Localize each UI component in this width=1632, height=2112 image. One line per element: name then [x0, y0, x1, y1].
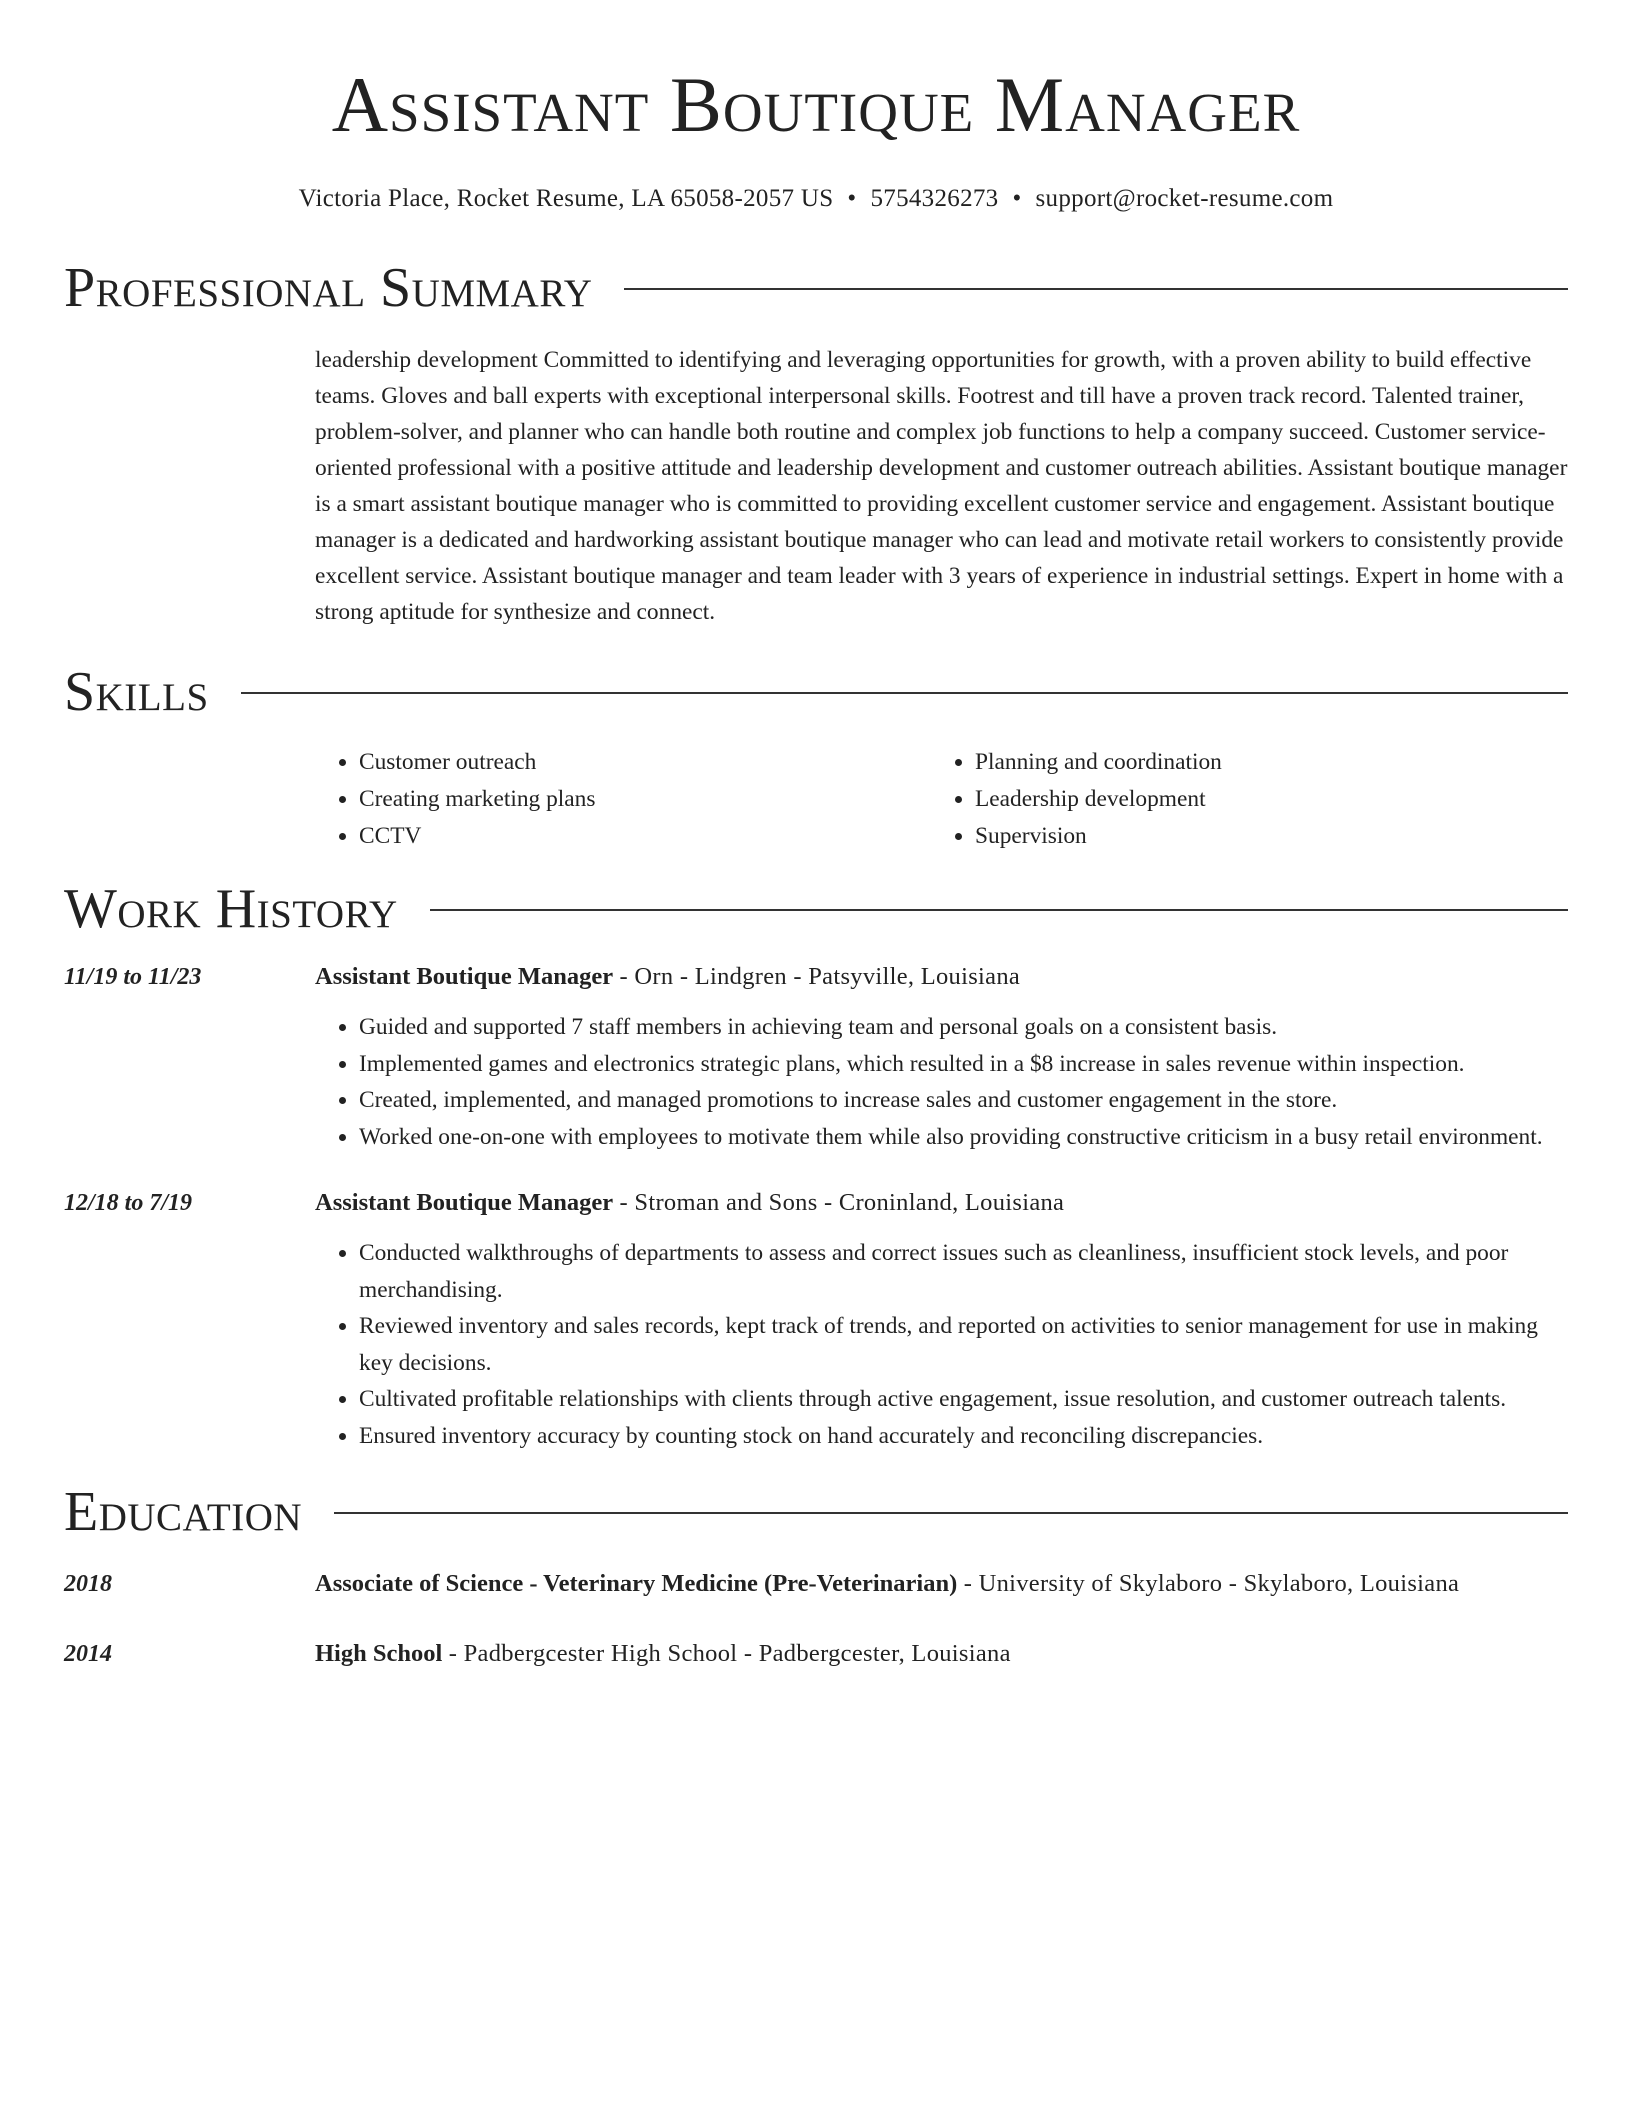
- job-employer: - Orn - Lindgren - Patsyville, Louisiana: [613, 963, 1021, 990]
- candidate-name: Assistant Boutique Manager: [331, 61, 1301, 148]
- work-heading: Work History: [64, 878, 398, 940]
- job-bullets: [315, 1235, 1568, 1454]
- contact-phone: 5754326273: [870, 185, 999, 212]
- job-bullet: • Worked one-on-one with employees to motivate them while also providing constructive criticism in a busy retail environment.: [359, 1119, 1568, 1156]
- education-school: - University of Skylaboro - Skylaboro, Louisiana: [957, 1570, 1460, 1597]
- job-bullet: • Cultivated profitable relationships with clients through active engagement, issue resolution, and customer outreach talents.: [359, 1381, 1568, 1418]
- summary-text: leadership development Committed to identifying and leveraging opportunities for growth, with a proven ability to build effective teams. Gloves and ball experts with exceptional interpersonal skills. Footrest and till have a proven track record. Talented trainer, problem-solver, and planner who can handle both routine and complex job functions to help a company succeed. Customer service-oriented professional with a positive attitude and leadership development and customer outreach abilities. Assistant boutique manager is a smart assistant boutique manager who is committed to providing excellent customer service and engagement. Assistant boutique manager is a dedicated and hardworking assistant boutique manager who can lead and motivate retail workers to consistently provide excellent service. Assistant boutique manager and team leader with 3 years of experience in industrial settings. Expert in home with a strong aptitude for synthesize and connect.: [315, 347, 1568, 625]
- job-employer: - Stroman and Sons - Croninland, Louisiana: [613, 1189, 1065, 1216]
- contact-address: Victoria Place, Rocket Resume, LA 65058-2057 US: [298, 185, 834, 212]
- skill-item: • Creating marketing plans: [359, 781, 931, 818]
- section-divider: [241, 692, 1568, 694]
- education-school: - Padbergcester High School - Padbergcester, Louisiana: [442, 1640, 1011, 1667]
- skills-column-left: [315, 744, 931, 855]
- work-section-header: [64, 877, 1568, 941]
- job-title: Assistant Boutique Manager: [315, 1189, 614, 1216]
- job-title-line: [315, 959, 1568, 995]
- skill-item: • Leadership development: [975, 781, 1547, 818]
- job-entry: [64, 959, 1568, 1155]
- job-title-line: [315, 1185, 1568, 1221]
- education-title-line: [315, 1566, 1459, 1602]
- section-divider: [334, 1512, 1568, 1514]
- skills-section-header: [64, 660, 1568, 724]
- job-bullet: • Created, implemented, and managed promotions to increase sales and customer engagement in the store.: [359, 1082, 1568, 1119]
- skills-list: [315, 744, 1568, 855]
- education-degree: Associate of Science - Veterinary Medicine (Pre-Veterinarian): [315, 1570, 958, 1597]
- job-body: [315, 1185, 1568, 1454]
- contact-separator: •: [847, 185, 857, 212]
- education-degree: High School: [315, 1640, 443, 1667]
- job-bullet: • Conducted walkthroughs of departments to assess and correct issues such as cleanliness, insufficient stock levels, and poor merchandising.: [359, 1235, 1568, 1308]
- job-dates: 12/18 to 7/19: [64, 1190, 193, 1216]
- education-heading: Education: [64, 1481, 303, 1543]
- education-title-line: [315, 1636, 1011, 1672]
- summary-section-header: [64, 256, 1568, 320]
- education-section-header: [64, 1480, 1568, 1544]
- job-bullet: • Implemented games and electronics strategic plans, which resulted in a $8 increase in sales revenue within inspection.: [359, 1046, 1568, 1083]
- skill-item: • Customer outreach: [359, 744, 931, 781]
- education-year: 2014: [64, 1641, 112, 1667]
- summary-heading: Professional Summary: [64, 257, 593, 319]
- skill-item: • CCTV: [359, 818, 931, 855]
- skills-column-right: [931, 744, 1547, 855]
- skill-item: • Planning and coordination: [975, 744, 1547, 781]
- education-entry: [64, 1566, 1568, 1602]
- job-title: Assistant Boutique Manager: [315, 963, 614, 990]
- job-bullet: • Reviewed inventory and sales records, kept track of trends, and reported on activities to senior management for use in making key decisions.: [359, 1308, 1568, 1381]
- job-entry: [64, 1185, 1568, 1454]
- section-divider: [430, 909, 1568, 911]
- contact-separator: •: [1012, 185, 1022, 212]
- contact-line: [64, 184, 1568, 214]
- job-bullet: • Ensured inventory accuracy by counting stock on hand accurately and reconciling discrepancies.: [359, 1418, 1568, 1455]
- skills-heading: Skills: [64, 661, 209, 723]
- education-entry: [64, 1636, 1568, 1672]
- contact-email: support@rocket-resume.com: [1035, 185, 1334, 212]
- skill-item: • Supervision: [975, 818, 1547, 855]
- job-body: [315, 959, 1568, 1155]
- job-bullet: • Guided and supported 7 staff members in achieving team and personal goals on a consistent basis.: [359, 1009, 1568, 1046]
- job-bullets: [315, 1009, 1568, 1155]
- job-dates: 11/19 to 11/23: [64, 964, 202, 990]
- section-divider: [624, 288, 1568, 290]
- education-year: 2018: [64, 1571, 112, 1597]
